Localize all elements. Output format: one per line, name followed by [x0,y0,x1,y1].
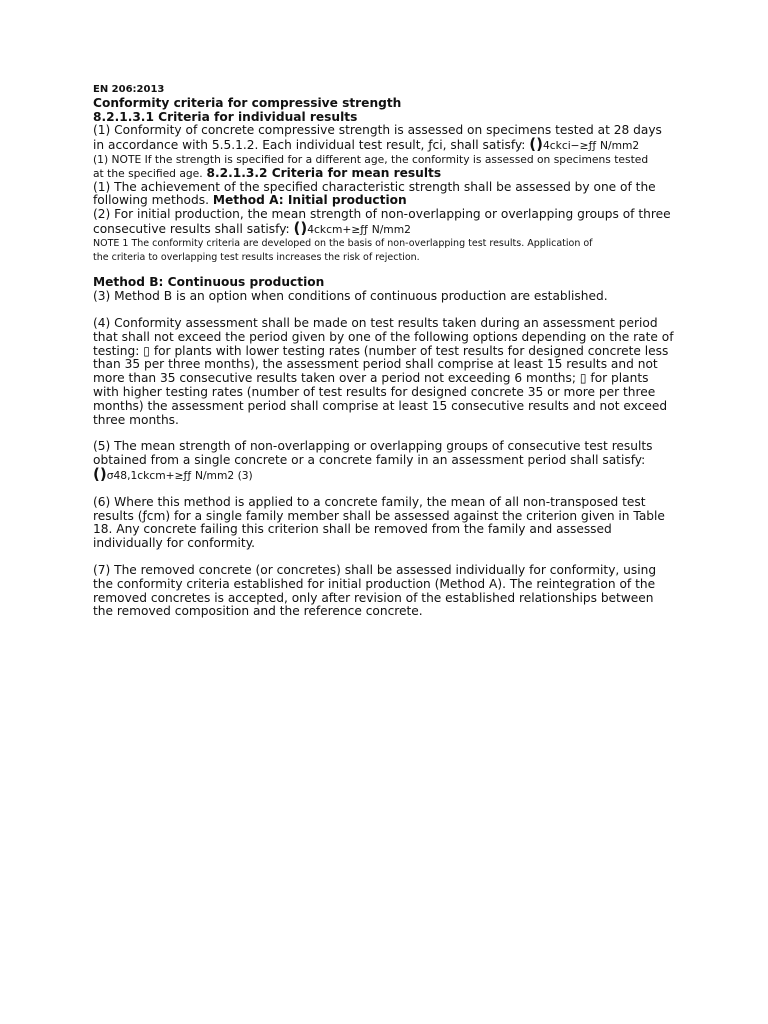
formula-paren: () [93,464,107,483]
paragraph-8-line-3: removed concretes is accepted, only after revision of the established relationships between [93,590,654,605]
standard-header: EN 206:2013 [93,84,165,95]
formula-unit: N/mm2 [600,139,640,153]
formula-paren: () [293,218,308,237]
paragraph-5-line-6: with higher testing rates (number of test results for designed concrete 35 or more per three [93,384,656,399]
document-page [93,83,713,619]
formula-unit: N/mm2 [371,222,411,236]
paragraph-3-line-1: (2) For initial production, the mean strength of non-overlapping or overlapping groups of three [93,207,671,222]
paragraph-8-line-1: (7) The removed concrete (or concretes) shall be assessed individually for conformity, using [93,562,657,577]
paragraph-2-line-1: (1) The achievement of the specified characteristic strength shall be assessed by one of the [93,179,656,194]
note-2-line-2: the criteria to overlapping test results increases the risk of rejection. [93,251,420,263]
paragraph-5-line-8: three months. [93,412,179,427]
heading-mean-results: 8.2.1.3.2 Criteria for mean results [206,165,442,180]
paragraph-8-line-4: the removed composition and the reference concrete. [93,604,423,619]
heading-individual-results: 8.2.1.3.1 Criteria for individual results [93,109,358,124]
paragraph-3-text: consecutive results shall satisfy: [93,221,290,236]
paragraph-7-line-4: individually for conformity. [93,536,256,551]
paragraph-5-line-7: months) the assessment period shall comprise at least 15 consecutive results and not exceed [93,398,668,413]
paragraph-5-line-2: that shall not exceed the period given by one of the following options depending on the rate of [93,329,674,344]
paragraph-5-line-4: than 35 per three months), the assessment period shall comprise at least 15 results and not [93,357,658,372]
formula-individual: 4ckci−≥ƒƒ [542,139,597,153]
paragraph-2-text: following methods. [93,193,209,208]
section-title: Conformity criteria for compressive strength [93,95,402,110]
paragraph-7-line-3: 18. Any concrete failing this criterion shall be removed from the family and assessed [93,522,612,537]
note-2-line-1: NOTE 1 The conformity criteria are developed on the basis of non-overlapping test results. Application of [93,237,593,249]
paragraph-7-line-1: (6) Where this method is applied to a concrete family, the mean of all non-transposed test [93,494,646,509]
paragraph-5-line-5: more than 35 consecutive results taken over a period not exceeding 6 months; ▯ for plants [93,371,649,386]
paragraph-1-line-1: (1) Conformity of concrete compressive strength is assessed on specimens tested at 28 days [93,123,662,138]
paragraph-7-line-2: results (ƒcm) for a single family member shall be assessed against the criterion given in Table [93,508,665,523]
paragraph-5-line-1: (4) Conformity assessment shall be made on test results taken during an assessment period [93,315,658,330]
paragraph-6-line-1: (5) The mean strength of non-overlapping or overlapping groups of consecutive test results [93,439,653,454]
paragraph-4: (3) Method B is an option when conditions of continuous production are established. [93,289,608,304]
formula-initial: 4ckcm+≥ƒƒ [307,222,368,236]
heading-method-b: Method B: Continuous production [93,275,325,290]
paragraph-6-formula-line [93,464,713,483]
note-1-line-2 [93,167,713,181]
heading-method-a: Method A: Initial production [212,193,407,208]
paragraph-1-line-2 [93,135,713,154]
paragraph-5-line-3: testing: ▯ for plants with lower testing rates (number of test results for designed concrete less [93,343,669,358]
formula-paren: () [529,135,543,154]
note-1-line-1: (1) NOTE If the strength is specified for a different age, the conformity is assessed on specimens tested [93,152,649,166]
paragraph-8-line-2: the conformity criteria established for initial production (Method A). The reintegration of the [93,576,656,591]
paragraph-2-line-2 [93,194,713,208]
formula-continuous: σ48,1ckcm+≥ƒƒ [106,468,192,482]
paragraph-6-line-2: obtained from a single concrete or a concrete family in an assessment period shall satisfy: [93,453,646,468]
paragraph-3-line-2 [93,218,713,237]
paragraph-1-text: in accordance with 5.5.1.2. Each individual test result, ƒci, shall satisfy: [93,138,526,153]
formula-unit: N/mm2 (3) [194,468,253,482]
note-1-text: at the specified age. [93,166,203,180]
